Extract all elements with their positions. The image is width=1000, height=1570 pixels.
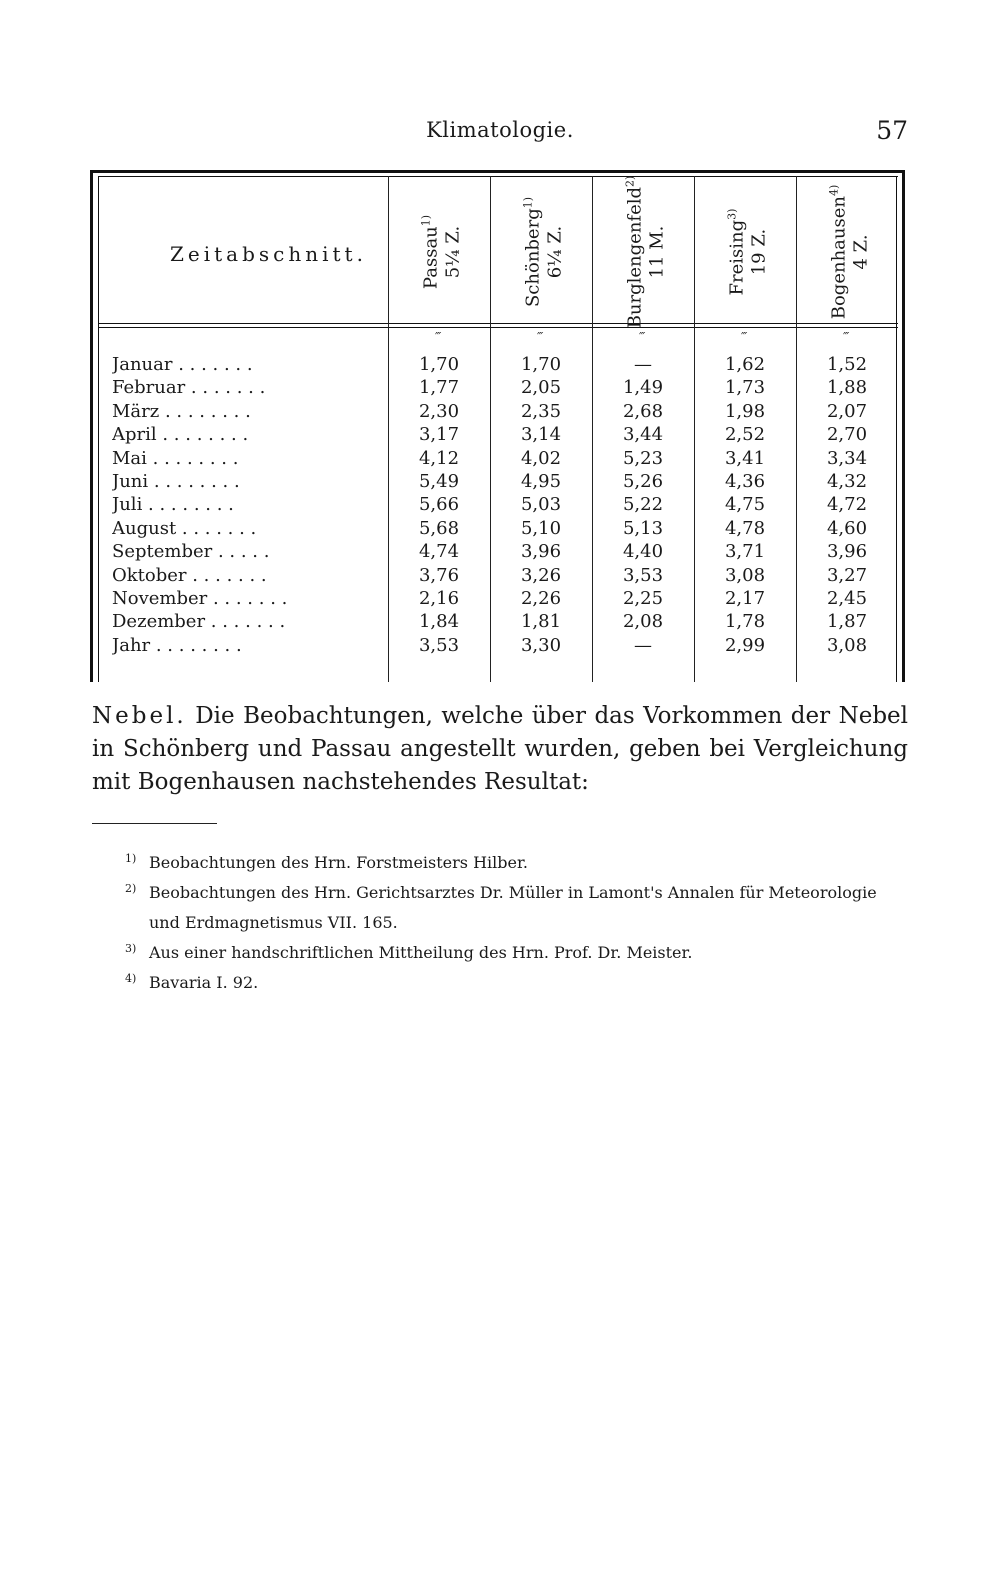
- table-cell: 3,26: [520, 564, 562, 586]
- unit-row: [90, 330, 905, 350]
- table-cell: 3,96: [520, 541, 562, 563]
- table-cell: 1,62: [724, 354, 766, 375]
- table-cell: 3,30: [520, 634, 562, 656]
- table-cell: 1,87: [826, 611, 868, 633]
- row-label: Juli . . . . . . . .: [112, 494, 234, 516]
- column-header-bogenhausen: [803, 182, 893, 322]
- row-label: Oktober . . . . . . .: [112, 564, 267, 586]
- table-cell: 3,44: [622, 424, 664, 446]
- table-cell: 2,30: [418, 400, 460, 422]
- table-cell: 4,78: [724, 517, 766, 539]
- column-header-burglengenfeld: [599, 175, 689, 329]
- footnote-text: Beobachtungen des Hrn. Forstmeisters Hilber.: [149, 853, 528, 872]
- table-cell: 2,25: [622, 588, 664, 609]
- row-label: Jahr . . . . . . . .: [112, 634, 242, 656]
- column-name: Freising: [726, 219, 748, 296]
- body-paragraph: [92, 700, 908, 799]
- table-cell: 1,52: [826, 354, 868, 375]
- table-cell: 2,16: [418, 588, 460, 609]
- column-name: Burglengenfeld: [624, 186, 646, 329]
- table-cell: 3,53: [418, 634, 460, 656]
- paragraph-lead: Nebel.: [92, 703, 187, 729]
- table-cell: 2,26: [520, 588, 562, 609]
- table-row: [90, 424, 905, 447]
- table-cell: 3,41: [724, 447, 766, 469]
- row-label: Januar . . . . . . .: [112, 354, 253, 375]
- footnote: [125, 968, 905, 998]
- column-header-passau: [395, 182, 485, 322]
- row-label: Mai . . . . . . . .: [112, 447, 239, 469]
- footnote: [125, 938, 905, 968]
- table-cell: 2,35: [520, 400, 562, 422]
- table-cell: 3,76: [418, 564, 460, 586]
- header-rule: [98, 323, 898, 324]
- table-cell: 2,45: [826, 588, 868, 609]
- footnote-ref: 1): [419, 214, 433, 227]
- table-row: [90, 565, 905, 588]
- table-cell: 4,60: [826, 517, 868, 539]
- column-header-schoenberg: [497, 182, 587, 322]
- row-label: November . . . . . . .: [112, 588, 288, 609]
- table-cell: 1,70: [520, 354, 562, 375]
- table-cell: 1,84: [418, 611, 460, 633]
- table-cell: 3,53: [622, 564, 664, 586]
- table-cell: 4,36: [724, 471, 766, 492]
- table-cell: 5,13: [622, 517, 664, 539]
- table-cell: 5,22: [622, 494, 664, 516]
- table-cell: 3,96: [826, 541, 868, 563]
- row-header-label: Zeitabschnitt.: [170, 242, 367, 266]
- table-row: [90, 518, 905, 541]
- unit-mark: ‴: [537, 330, 544, 344]
- table-cell: 1,81: [520, 611, 562, 633]
- table-cell: 5,68: [418, 517, 460, 539]
- table-cell: 3,14: [520, 424, 562, 446]
- table-cell: 2,68: [622, 400, 664, 422]
- table-row: [90, 448, 905, 471]
- column-name: Bogenhausen: [828, 196, 850, 320]
- column-elevation: 19 Z.: [748, 228, 770, 276]
- table-cell: 2,08: [622, 611, 664, 633]
- table-cell: 2,07: [826, 400, 868, 422]
- footnote-rule: [92, 823, 217, 824]
- table-cell: 4,75: [724, 494, 766, 516]
- table-cell: 4,74: [418, 541, 460, 563]
- footnote-ref: 4): [827, 184, 841, 197]
- column-elevation: 6¼ Z.: [544, 225, 566, 279]
- footnote: [125, 848, 905, 878]
- footnote-text: Beobachtungen des Hrn. Gerichtsarztes Dr. Müller in Lamont's Annalen für Meteorologie und Erdmagnetismus VII. 165.: [149, 883, 877, 932]
- table-cell: 5,10: [520, 517, 562, 539]
- footnote-mark: 2): [125, 882, 137, 895]
- table-row: [90, 541, 905, 564]
- row-label: April . . . . . . . .: [112, 424, 249, 446]
- table-cell: 3,08: [724, 564, 766, 586]
- table-cell: 1,98: [724, 400, 766, 422]
- table-row: [90, 354, 905, 377]
- table-row: [90, 611, 905, 634]
- row-label: Juni . . . . . . . .: [112, 471, 240, 492]
- table-cell: 4,40: [622, 541, 664, 563]
- page-number: 57: [876, 116, 908, 145]
- table-cell: 1,88: [826, 377, 868, 399]
- table-cell: 5,49: [418, 471, 460, 492]
- column-elevation: 11 M.: [646, 225, 668, 279]
- table-cell: 5,23: [622, 447, 664, 469]
- table-row: [90, 494, 905, 517]
- footnote-text: Bavaria I. 92.: [149, 973, 259, 992]
- running-header-title: Klimatologie.: [426, 118, 574, 142]
- table-cell: —: [634, 634, 652, 656]
- table-cell: 2,70: [826, 424, 868, 446]
- unit-mark: ‴: [843, 330, 850, 344]
- table-cell: 1,77: [418, 377, 460, 399]
- unit-mark: ‴: [741, 330, 748, 344]
- table-cell: 1,70: [418, 354, 460, 375]
- row-label: August . . . . . . .: [112, 517, 257, 539]
- table-cell: 5,03: [520, 494, 562, 516]
- footnote-ref: 3): [725, 208, 739, 220]
- footnote-mark: 4): [125, 972, 137, 985]
- table-cell: 3,71: [724, 541, 766, 563]
- table-cell: 4,72: [826, 494, 868, 516]
- table-row: [90, 471, 905, 494]
- unit-mark: ‴: [435, 330, 442, 344]
- table-row: [90, 401, 905, 424]
- table-border-top: [90, 170, 905, 173]
- table-cell: 2,05: [520, 377, 562, 399]
- footnote-mark: 3): [125, 942, 137, 955]
- column-header-freising: [701, 182, 791, 322]
- column-name: Schönberg: [522, 208, 544, 308]
- table-row: [90, 588, 905, 611]
- table-cell: 1,73: [724, 377, 766, 399]
- paragraph-text: Die Beobachtungen, welche über das Vorkommen der Nebel in Schönberg und Passau angestellt wurden, geben bei Vergleichung mit Bogenhausen nachstehendes Resultat:: [92, 703, 909, 795]
- row-label: September . . . . .: [112, 541, 270, 563]
- table-cell: 4,02: [520, 447, 562, 469]
- table-cell: 4,12: [418, 447, 460, 469]
- header-rule-double: [98, 327, 898, 328]
- table-border-top-inner: [98, 176, 898, 177]
- footnote-ref: 1): [521, 196, 535, 209]
- table-row: [90, 635, 905, 658]
- row-label: Februar . . . . . . .: [112, 377, 266, 399]
- table-cell: 1,49: [622, 377, 664, 399]
- table-cell: 3,34: [826, 447, 868, 469]
- table-cell: 5,66: [418, 494, 460, 516]
- table-cell: 2,99: [724, 634, 766, 656]
- row-label: Dezember . . . . . . .: [112, 611, 286, 633]
- column-name: Passau: [420, 226, 442, 290]
- table-row: [90, 377, 905, 400]
- table-cell: 2,17: [724, 588, 766, 609]
- table-cell: 4,95: [520, 471, 562, 492]
- unit-mark: ‴: [639, 330, 646, 344]
- table-cell: 4,32: [826, 471, 868, 492]
- footnote-ref: 2): [623, 175, 637, 187]
- table-cell: 5,26: [622, 471, 664, 492]
- footnote: [125, 878, 905, 938]
- table-cell: 3,17: [418, 424, 460, 446]
- column-elevation: 4 Z.: [850, 234, 872, 270]
- footnote-text: Aus einer handschriftlichen Mittheilung des Hrn. Prof. Dr. Meister.: [149, 943, 693, 962]
- climate-table: [90, 170, 905, 682]
- footnote-mark: 1): [125, 852, 137, 865]
- footnotes: [125, 848, 905, 998]
- table-cell: —: [634, 354, 652, 375]
- row-label: März . . . . . . . .: [112, 400, 251, 422]
- column-elevation: 5¼ Z.: [442, 225, 464, 279]
- table-cell: 3,27: [826, 564, 868, 586]
- table-cell: 1,78: [724, 611, 766, 633]
- table-cell: 2,52: [724, 424, 766, 446]
- table-cell: 3,08: [826, 634, 868, 656]
